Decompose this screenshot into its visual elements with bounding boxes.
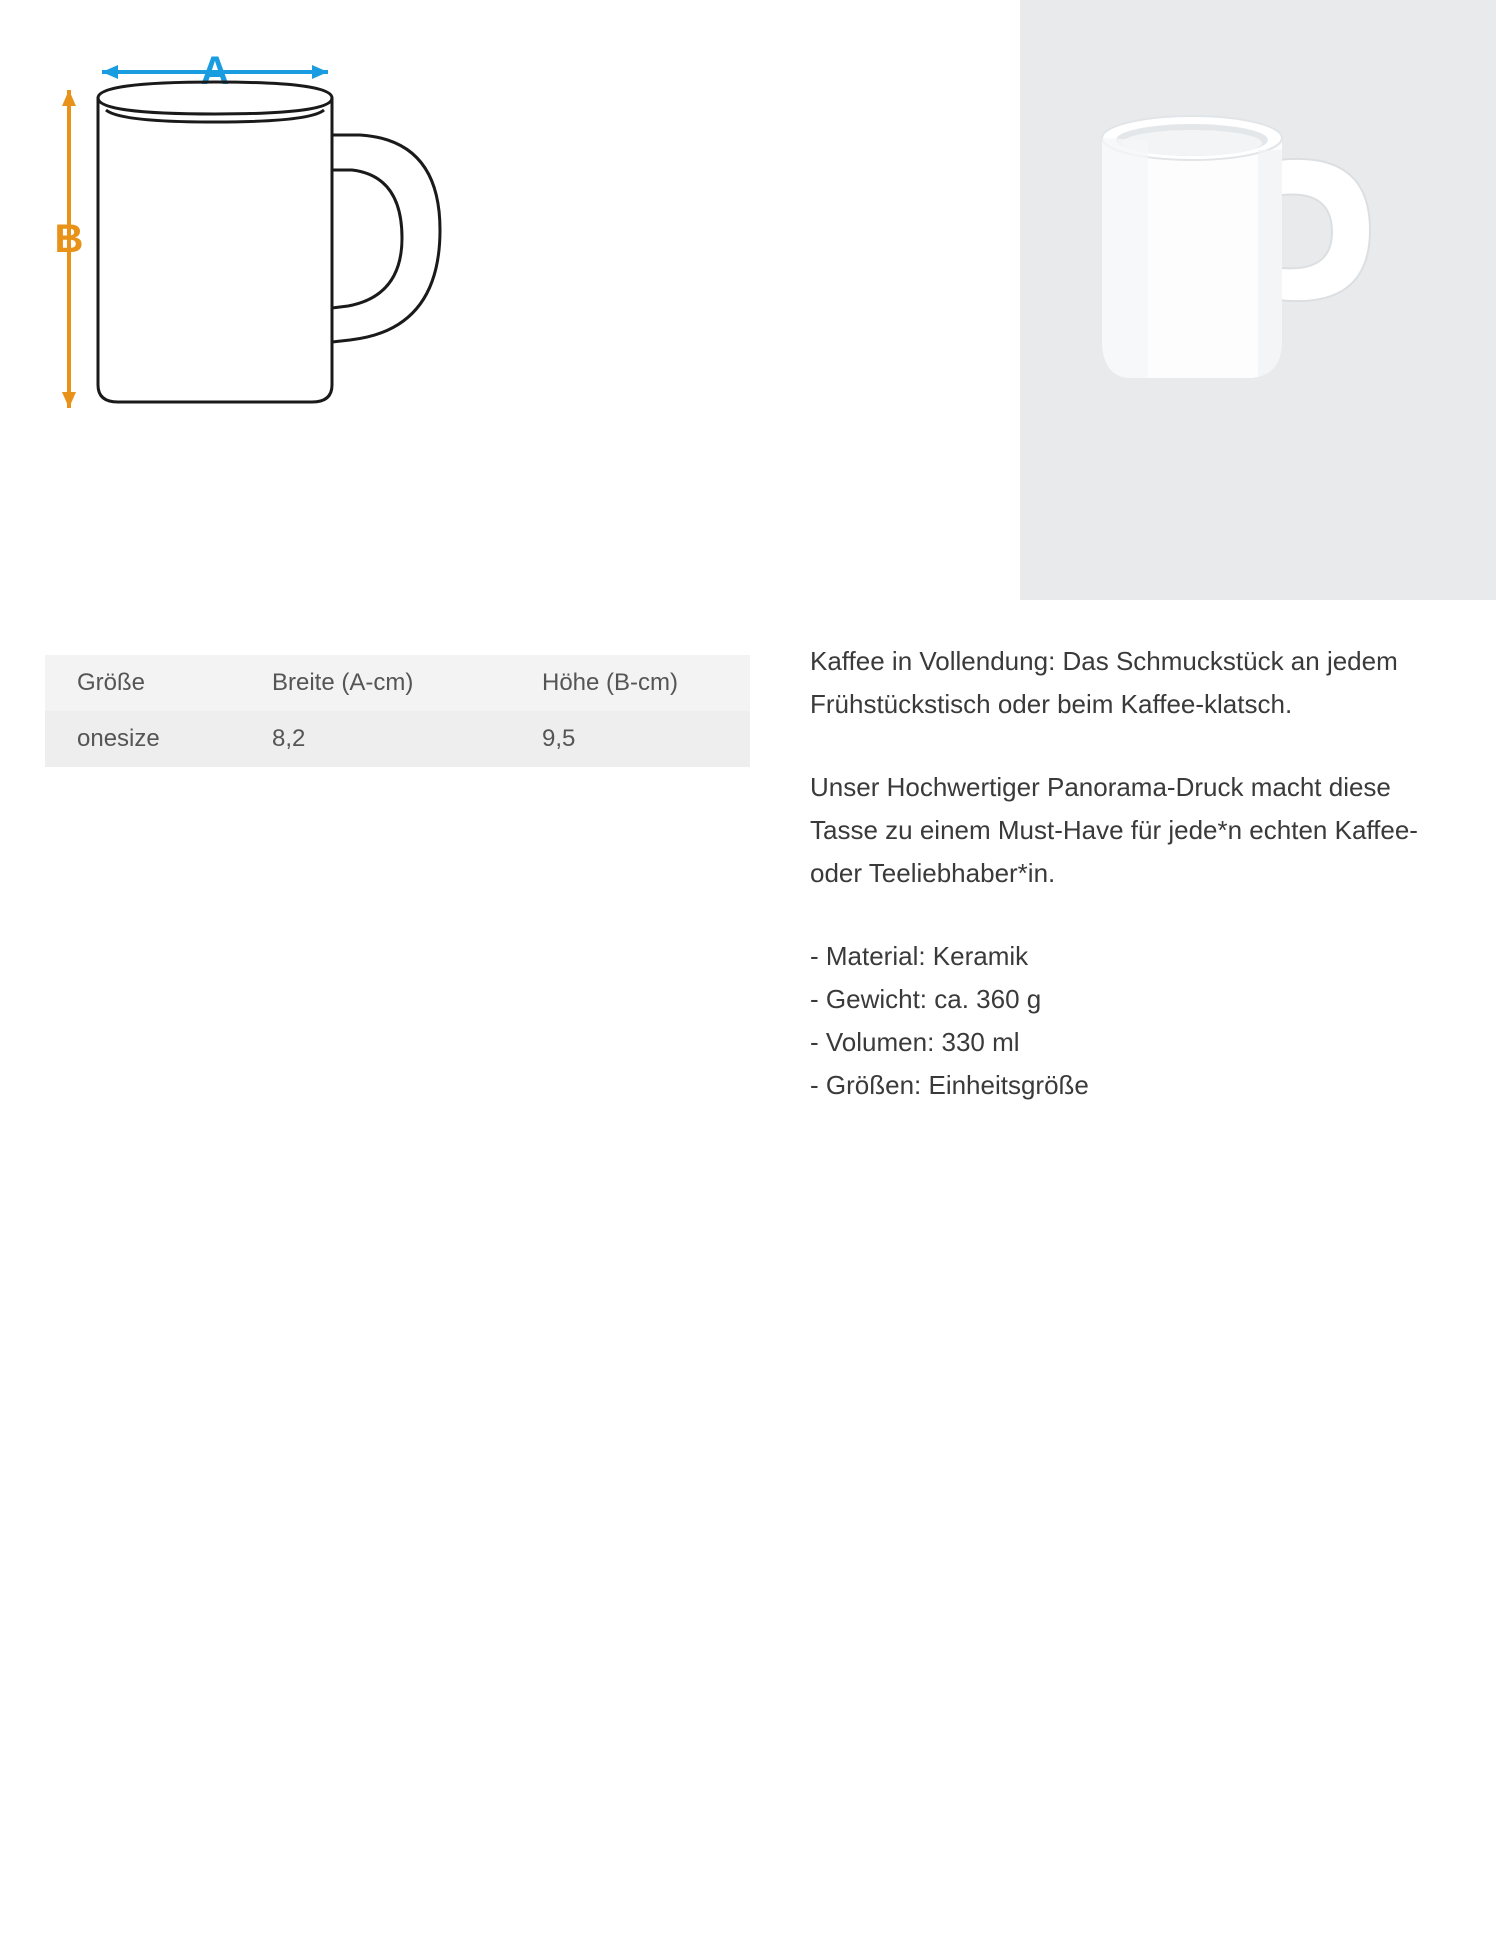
- mug-photo-svg: [1020, 0, 1496, 600]
- mug-diagram-svg: [40, 30, 600, 480]
- spec-volume: - Volumen: 330 ml: [810, 1027, 1020, 1057]
- spec-material: - Material: Keramik: [810, 941, 1029, 971]
- table-row: [45, 711, 750, 767]
- spec-weight: - Gewicht: ca. 360 g: [810, 984, 1042, 1014]
- cell-height: 9,5: [542, 725, 576, 752]
- product-photo: [1020, 0, 1496, 600]
- width-label: A: [200, 49, 230, 93]
- mug-outline: [98, 82, 440, 402]
- column-header-size: Größe: [77, 669, 146, 696]
- mug-measurement-diagram: [40, 30, 600, 480]
- spec-sizes: - Größen: Einheitsgröße: [810, 1070, 1089, 1100]
- table-header-row: [45, 655, 750, 711]
- cell-size: onesize: [77, 725, 160, 752]
- cell-width: 8,2: [272, 725, 306, 752]
- size-table: [45, 655, 750, 767]
- product-description: [810, 640, 1450, 1107]
- height-label: B: [54, 217, 84, 261]
- column-header-height: Höhe (B-cm): [542, 669, 679, 696]
- product-imagery-area: [0, 0, 1496, 600]
- description-paragraph-1: Kaffee in Vollendung: Das Schmuckstück an jedem Frühstückstisch oder beim Kaffee-klatsch.: [810, 646, 1398, 719]
- description-paragraph-2: Unser Hochwertiger Panorama-Druck macht diese Tasse zu einem Must-Have für jede*n echten Kaffee- oder Teeliebhaber*in.: [810, 772, 1418, 888]
- column-header-width: Breite (A-cm): [272, 669, 414, 696]
- description-spec-list: [810, 935, 1450, 1107]
